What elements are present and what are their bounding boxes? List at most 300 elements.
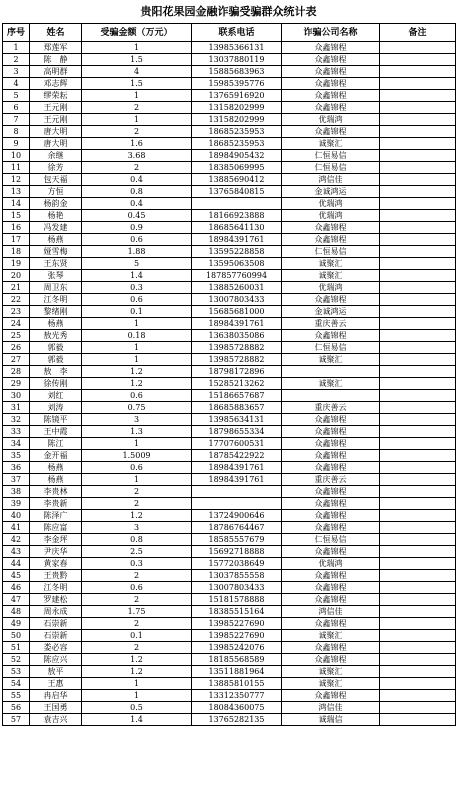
company-cell: 重庆善云 <box>282 402 380 414</box>
company-cell: 众鑫锦程 <box>282 234 380 246</box>
note-cell <box>380 162 456 174</box>
amount-cell: 0.9 <box>82 222 192 234</box>
phone-cell: 13885260031 <box>192 282 282 294</box>
table-row <box>3 510 456 522</box>
company-cell: 优瑞鸿 <box>282 114 380 126</box>
row-number: 30 <box>3 390 30 402</box>
victim-name: 娅雪梅 <box>30 246 82 258</box>
phone-cell: 13985227690 <box>192 630 282 642</box>
company-cell: 重庆善云 <box>282 474 380 486</box>
company-cell: 众鑫锦程 <box>282 594 380 606</box>
note-cell <box>380 78 456 90</box>
phone-cell <box>192 486 282 498</box>
phone-cell: 18385515164 <box>192 606 282 618</box>
amount-cell: 4 <box>82 66 192 78</box>
victim-name: 李金坪 <box>30 534 82 546</box>
row-number: 37 <box>3 474 30 486</box>
phone-cell: 15985395776 <box>192 78 282 90</box>
amount-cell: 2 <box>82 162 192 174</box>
amount-cell: 2.5 <box>82 546 192 558</box>
note-cell <box>380 54 456 66</box>
table-row <box>3 246 456 258</box>
amount-cell: 0.6 <box>82 582 192 594</box>
amount-cell: 1.5 <box>82 78 192 90</box>
row-number: 51 <box>3 642 30 654</box>
phone-cell: 13595228858 <box>192 246 282 258</box>
company-cell: 诚聚汇 <box>282 666 380 678</box>
table-row <box>3 438 456 450</box>
victim-name: 杨燕 <box>30 474 82 486</box>
row-number: 34 <box>3 438 30 450</box>
victim-name: 郑莲军 <box>30 42 82 54</box>
note-cell <box>380 570 456 582</box>
victim-name: 李贵林 <box>30 486 82 498</box>
table-row <box>3 258 456 270</box>
victim-name: 敖 李 <box>30 366 82 378</box>
row-number: 55 <box>3 690 30 702</box>
row-number: 50 <box>3 630 30 642</box>
amount-cell: 0.4 <box>82 174 192 186</box>
phone-cell: 15186657687 <box>192 390 282 402</box>
table-row <box>3 78 456 90</box>
company-cell: 众鑫锦程 <box>282 522 380 534</box>
victim-name: 陈应兴 <box>30 654 82 666</box>
amount-cell: 1.3 <box>82 426 192 438</box>
amount-cell: 2 <box>82 570 192 582</box>
note-cell <box>380 318 456 330</box>
note-cell <box>380 630 456 642</box>
amount-cell: 1 <box>82 114 192 126</box>
phone-cell: 18685235953 <box>192 126 282 138</box>
table-row <box>3 270 456 282</box>
amount-cell: 1.2 <box>82 654 192 666</box>
note-cell <box>380 522 456 534</box>
victim-name: 余继 <box>30 150 82 162</box>
company-cell <box>282 390 380 402</box>
amount-cell: 0.6 <box>82 234 192 246</box>
table-row <box>3 714 456 726</box>
amount-cell: 2 <box>82 498 192 510</box>
table-row <box>3 534 456 546</box>
note-cell <box>380 546 456 558</box>
victim-name: 缪荣耘 <box>30 90 82 102</box>
company-cell: 鸿信佳 <box>282 702 380 714</box>
row-number: 47 <box>3 594 30 606</box>
victim-name: 王中霞 <box>30 426 82 438</box>
phone-cell: 15181578888 <box>192 594 282 606</box>
victim-name: 杨燕 <box>30 234 82 246</box>
table-row <box>3 126 456 138</box>
row-number: 28 <box>3 366 30 378</box>
note-cell <box>380 438 456 450</box>
company-cell: 金诚鸿运 <box>282 306 380 318</box>
amount-cell: 5 <box>82 258 192 270</box>
phone-cell: 13724900646 <box>192 510 282 522</box>
company-cell: 众鑫锦程 <box>282 126 380 138</box>
phone-cell: 18984905432 <box>192 150 282 162</box>
victim-name: 李贵新 <box>30 498 82 510</box>
note-cell <box>380 138 456 150</box>
phone-cell: 13511881964 <box>192 666 282 678</box>
victim-name: 徐传刚 <box>30 378 82 390</box>
phone-cell: 18984391761 <box>192 234 282 246</box>
table-row <box>3 150 456 162</box>
note-cell <box>380 558 456 570</box>
amount-cell: 0.3 <box>82 282 192 294</box>
phone-cell: 18385069995 <box>192 162 282 174</box>
company-cell: 鸿信佳 <box>282 606 380 618</box>
note-cell <box>380 354 456 366</box>
note-cell <box>380 642 456 654</box>
phone-cell: 13595063508 <box>192 258 282 270</box>
company-cell: 优瑞鸿 <box>282 558 380 570</box>
note-cell <box>380 402 456 414</box>
row-number: 15 <box>3 210 30 222</box>
table-row <box>3 66 456 78</box>
amount-cell: 1.5 <box>82 54 192 66</box>
amount-cell: 2 <box>82 126 192 138</box>
amount-cell: 0.6 <box>82 294 192 306</box>
table-row <box>3 234 456 246</box>
note-cell <box>380 90 456 102</box>
phone-cell: 13985242076 <box>192 642 282 654</box>
amount-cell: 2 <box>82 618 192 630</box>
row-number: 6 <box>3 102 30 114</box>
victim-name: 王东贤 <box>30 258 82 270</box>
victim-name: 杨燕 <box>30 318 82 330</box>
table-row <box>3 222 456 234</box>
amount-cell: 1.2 <box>82 666 192 678</box>
table-row <box>3 366 456 378</box>
table-row <box>3 462 456 474</box>
row-number: 24 <box>3 318 30 330</box>
note-cell <box>380 498 456 510</box>
note-cell <box>380 246 456 258</box>
victim-name: 刘红 <box>30 390 82 402</box>
row-number: 3 <box>3 66 30 78</box>
company-cell: 仁恒易信 <box>282 342 380 354</box>
table-row <box>3 318 456 330</box>
table-row <box>3 186 456 198</box>
table-row <box>3 378 456 390</box>
table-row <box>3 690 456 702</box>
victim-name: 石崇新 <box>30 618 82 630</box>
phone-cell: 13765916920 <box>192 90 282 102</box>
victim-name: 尹庆华 <box>30 546 82 558</box>
row-number: 22 <box>3 294 30 306</box>
victim-name: 杨艳 <box>30 210 82 222</box>
row-number: 27 <box>3 354 30 366</box>
phone-cell: 18084360075 <box>192 702 282 714</box>
phone-cell: 13158202999 <box>192 114 282 126</box>
phone-cell: 18984391761 <box>192 474 282 486</box>
amount-cell: 3 <box>82 522 192 534</box>
company-cell: 众鑫锦程 <box>282 90 380 102</box>
amount-cell: 1.75 <box>82 606 192 618</box>
amount-cell: 1 <box>82 690 192 702</box>
note-cell <box>380 294 456 306</box>
phone-cell: 15885683963 <box>192 66 282 78</box>
victim-name: 金开福 <box>30 450 82 462</box>
company-cell: 众鑫锦程 <box>282 102 380 114</box>
amount-cell: 1 <box>82 438 192 450</box>
phone-cell: 15285213262 <box>192 378 282 390</box>
note-cell <box>380 66 456 78</box>
company-cell: 诚瑞信 <box>282 714 380 726</box>
header-company: 诈骗公司名称 <box>282 24 380 42</box>
company-cell: 众鑫锦程 <box>282 330 380 342</box>
note-cell <box>380 306 456 318</box>
note-cell <box>380 210 456 222</box>
company-cell: 众鑫锦程 <box>282 546 380 558</box>
amount-cell: 0.4 <box>82 198 192 210</box>
note-cell <box>380 462 456 474</box>
note-cell <box>380 414 456 426</box>
table-row <box>3 414 456 426</box>
company-cell: 众鑫锦程 <box>282 462 380 474</box>
victim-name: 陈江 <box>30 438 82 450</box>
table-row <box>3 426 456 438</box>
company-cell: 众鑫锦程 <box>282 582 380 594</box>
amount-cell: 0.3 <box>82 558 192 570</box>
note-cell <box>380 234 456 246</box>
table-row <box>3 522 456 534</box>
victim-name: 石崇新 <box>30 630 82 642</box>
table-row <box>3 678 456 690</box>
note-cell <box>380 330 456 342</box>
amount-cell: 3 <box>82 414 192 426</box>
amount-cell: 0.8 <box>82 534 192 546</box>
amount-cell: 0.6 <box>82 390 192 402</box>
company-cell: 众鑫锦程 <box>282 414 380 426</box>
victim-name: 包天福 <box>30 174 82 186</box>
company-cell: 众鑫锦程 <box>282 42 380 54</box>
victim-name: 王贵黔 <box>30 570 82 582</box>
victim-name: 娄必容 <box>30 642 82 654</box>
victim-name: 周卫东 <box>30 282 82 294</box>
note-cell <box>380 42 456 54</box>
company-cell: 优瑞鸿 <box>282 198 380 210</box>
amount-cell: 1 <box>82 474 192 486</box>
phone-cell: 18185568589 <box>192 654 282 666</box>
row-number: 19 <box>3 258 30 270</box>
phone-cell: 15685681000 <box>192 306 282 318</box>
note-cell <box>380 510 456 522</box>
row-number: 7 <box>3 114 30 126</box>
row-number: 23 <box>3 306 30 318</box>
table-row <box>3 114 456 126</box>
header-phone: 联系电话 <box>192 24 282 42</box>
victim-name: 郭毅 <box>30 342 82 354</box>
company-cell <box>282 366 380 378</box>
company-cell: 诚聚汇 <box>282 378 380 390</box>
row-number: 18 <box>3 246 30 258</box>
row-number: 21 <box>3 282 30 294</box>
company-cell: 仁恒易信 <box>282 534 380 546</box>
victim-name: 陈泽广 <box>30 510 82 522</box>
phone-cell: 13037880119 <box>192 54 282 66</box>
company-cell: 金诚鸿运 <box>282 186 380 198</box>
table-row <box>3 138 456 150</box>
row-number: 56 <box>3 702 30 714</box>
note-cell <box>380 174 456 186</box>
phone-cell: 187857760994 <box>192 270 282 282</box>
phone-cell: 13985728882 <box>192 354 282 366</box>
company-cell: 众鑫锦程 <box>282 486 380 498</box>
row-number: 49 <box>3 618 30 630</box>
phone-cell: 13885810155 <box>192 678 282 690</box>
victim-name: 郭毅 <box>30 354 82 366</box>
victim-name: 王元刚 <box>30 102 82 114</box>
header-name: 姓名 <box>30 24 82 42</box>
table-row <box>3 102 456 114</box>
table-row <box>3 702 456 714</box>
amount-cell: 1 <box>82 678 192 690</box>
victim-name: 张琴 <box>30 270 82 282</box>
victim-name: 冯发建 <box>30 222 82 234</box>
victim-name: 黄家春 <box>30 558 82 570</box>
amount-cell: 2 <box>82 486 192 498</box>
amount-cell: 1.2 <box>82 378 192 390</box>
phone-cell: 13312350777 <box>192 690 282 702</box>
amount-cell: 2 <box>82 102 192 114</box>
company-cell: 众鑫锦程 <box>282 426 380 438</box>
table-row <box>3 306 456 318</box>
row-number: 53 <box>3 666 30 678</box>
company-cell: 诚聚汇 <box>282 270 380 282</box>
amount-cell: 1.2 <box>82 510 192 522</box>
phone-cell: 15692718888 <box>192 546 282 558</box>
victim-name: 唐大明 <box>30 126 82 138</box>
amount-cell: 1.6 <box>82 138 192 150</box>
table-row <box>3 390 456 402</box>
company-cell: 众鑫锦程 <box>282 438 380 450</box>
company-cell: 优瑞鸿 <box>282 210 380 222</box>
note-cell <box>380 618 456 630</box>
phone-cell: 13638035086 <box>192 330 282 342</box>
victim-name: 敖光秀 <box>30 330 82 342</box>
victim-name: 徐芳 <box>30 162 82 174</box>
row-number: 12 <box>3 174 30 186</box>
note-cell <box>380 474 456 486</box>
company-cell: 诚聚汇 <box>282 630 380 642</box>
table-row <box>3 474 456 486</box>
victim-name: 黎绪刚 <box>30 306 82 318</box>
victim-name: 袁吉兴 <box>30 714 82 726</box>
company-cell: 诚聚汇 <box>282 258 380 270</box>
phone-cell: 13158202999 <box>192 102 282 114</box>
phone-cell: 18685235953 <box>192 138 282 150</box>
table-row <box>3 594 456 606</box>
amount-cell: 1.88 <box>82 246 192 258</box>
row-number: 29 <box>3 378 30 390</box>
victim-name: 江冬明 <box>30 294 82 306</box>
row-number: 31 <box>3 402 30 414</box>
row-number: 10 <box>3 150 30 162</box>
victim-name: 江冬明 <box>30 582 82 594</box>
row-number: 26 <box>3 342 30 354</box>
victim-name: 罗建松 <box>30 594 82 606</box>
note-cell <box>380 594 456 606</box>
header-row <box>3 24 456 42</box>
note-cell <box>380 486 456 498</box>
header-note: 备注 <box>380 24 456 42</box>
amount-cell: 0.1 <box>82 306 192 318</box>
table-row <box>3 174 456 186</box>
note-cell <box>380 126 456 138</box>
row-number: 4 <box>3 78 30 90</box>
company-cell: 众鑫锦程 <box>282 690 380 702</box>
amount-cell: 2 <box>82 594 192 606</box>
amount-cell: 0.45 <box>82 210 192 222</box>
amount-cell: 1 <box>82 90 192 102</box>
company-cell: 众鑫锦程 <box>282 54 380 66</box>
table-row <box>3 210 456 222</box>
company-cell: 众鑫锦程 <box>282 654 380 666</box>
table-row <box>3 90 456 102</box>
table-row <box>3 546 456 558</box>
note-cell <box>380 714 456 726</box>
amount-cell: 1.4 <box>82 714 192 726</box>
note-cell <box>380 366 456 378</box>
amount-cell: 0.18 <box>82 330 192 342</box>
table-row <box>3 498 456 510</box>
company-cell: 仁恒易信 <box>282 162 380 174</box>
amount-cell: 1.4 <box>82 270 192 282</box>
row-number: 38 <box>3 486 30 498</box>
table-row <box>3 630 456 642</box>
row-number: 17 <box>3 234 30 246</box>
row-number: 25 <box>3 330 30 342</box>
amount-cell: 1 <box>82 318 192 330</box>
row-number: 2 <box>3 54 30 66</box>
phone-cell: 18685883657 <box>192 402 282 414</box>
phone-cell: 18785422922 <box>192 450 282 462</box>
company-cell: 众鑫锦程 <box>282 642 380 654</box>
note-cell <box>380 102 456 114</box>
phone-cell: 18798655334 <box>192 426 282 438</box>
note-cell <box>380 606 456 618</box>
table-row <box>3 294 456 306</box>
company-cell: 重庆善云 <box>282 318 380 330</box>
phone-cell: 18798172896 <box>192 366 282 378</box>
phone-cell: 18984391761 <box>192 462 282 474</box>
row-number: 44 <box>3 558 30 570</box>
phone-cell: 13885690412 <box>192 174 282 186</box>
note-cell <box>380 198 456 210</box>
amount-cell: 0.6 <box>82 462 192 474</box>
table-row <box>3 654 456 666</box>
row-number: 11 <box>3 162 30 174</box>
victim-name: 周永成 <box>30 606 82 618</box>
victim-name: 陈 静 <box>30 54 82 66</box>
row-number: 13 <box>3 186 30 198</box>
amount-cell: 1.5009 <box>82 450 192 462</box>
victim-name: 杨燕 <box>30 462 82 474</box>
company-cell: 诚聚汇 <box>282 678 380 690</box>
header-no: 序号 <box>3 24 30 42</box>
row-number: 5 <box>3 90 30 102</box>
table-row <box>3 486 456 498</box>
company-cell: 众鑫锦程 <box>282 510 380 522</box>
note-cell <box>380 666 456 678</box>
phone-cell: 18685641130 <box>192 222 282 234</box>
table-row <box>3 606 456 618</box>
phone-cell: 18786764467 <box>192 522 282 534</box>
row-number: 16 <box>3 222 30 234</box>
victim-name: 冉启华 <box>30 690 82 702</box>
amount-cell: 1 <box>82 354 192 366</box>
